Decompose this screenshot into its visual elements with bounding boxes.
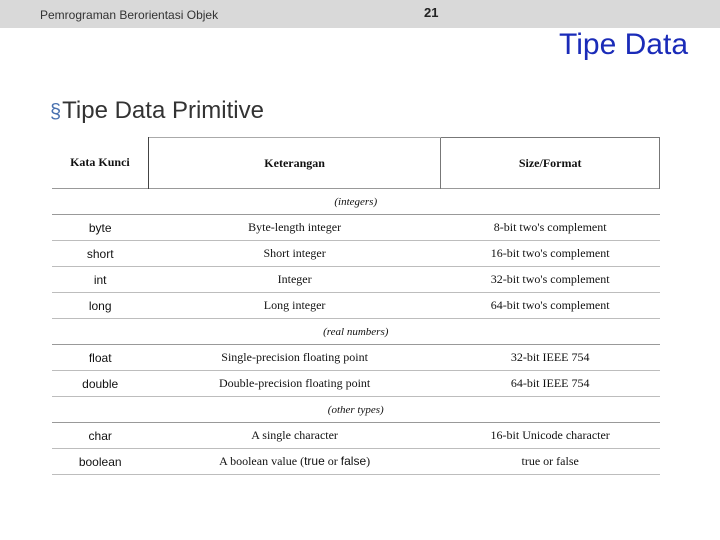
section-heading [50,97,264,125]
cell-size: 8-bit two's complement [441,215,660,241]
cell-description: Short integer [148,241,440,267]
cell-keyword: byte [52,215,148,241]
cell-description: Double-precision floating point [148,371,440,397]
table-header-row [52,138,660,189]
table-row [52,423,660,449]
cell-keyword: float [52,345,148,371]
cell-keyword: double [52,371,148,397]
cell-keyword: boolean [52,449,148,475]
group-row-integers [52,189,660,215]
cell-description: Single-precision floating point [148,345,440,371]
cell-keyword: int [52,267,148,293]
group-label: (real numbers) [52,319,660,345]
table-row [52,345,660,371]
cell-description: Integer [148,267,440,293]
cell-keyword: short [52,241,148,267]
cell-keyword: long [52,293,148,319]
cell-description: Long integer [148,293,440,319]
page-number: 21 [424,5,439,20]
table-row [52,293,660,319]
table-row [52,371,660,397]
group-label: (other types) [52,397,660,423]
cell-description [148,449,440,475]
table-row [52,267,660,293]
table-row [52,241,660,267]
cell-description: A single character [148,423,440,449]
table-row [52,215,660,241]
group-label: (integers) [52,189,660,215]
header-size: Size/Format [441,138,660,189]
cell-keyword: char [52,423,148,449]
cell-size: 16-bit Unicode character [441,423,660,449]
slide-title: Tipe Data [559,28,688,61]
header-description: Keterangan [148,138,440,189]
section-heading-text: Tipe Data Primitive [62,97,264,124]
cell-description: Byte-length integer [148,215,440,241]
group-row-other-types [52,397,660,423]
description-suffix: ) [366,454,371,468]
course-name: Pemrograman Berorientasi Objek [40,8,219,22]
code-true: true [304,454,325,468]
cell-size: true or false [441,449,660,475]
table-row [52,449,660,475]
cell-size: 32-bit IEEE 754 [441,345,660,371]
description-mid: or [324,454,341,468]
cell-size: 64-bit two's complement [441,293,660,319]
primitive-types-table [52,137,660,475]
cell-size: 64-bit IEEE 754 [441,371,660,397]
cell-size: 16-bit two's complement [441,241,660,267]
cell-size: 32-bit two's complement [441,267,660,293]
bullet-icon: § [50,101,62,123]
group-row-real-numbers [52,319,660,345]
code-false: false [340,454,367,468]
description-prefix: A boolean value ( [219,454,305,468]
header-keyword: Kata Kunci [52,138,148,189]
header-bar [0,0,720,28]
